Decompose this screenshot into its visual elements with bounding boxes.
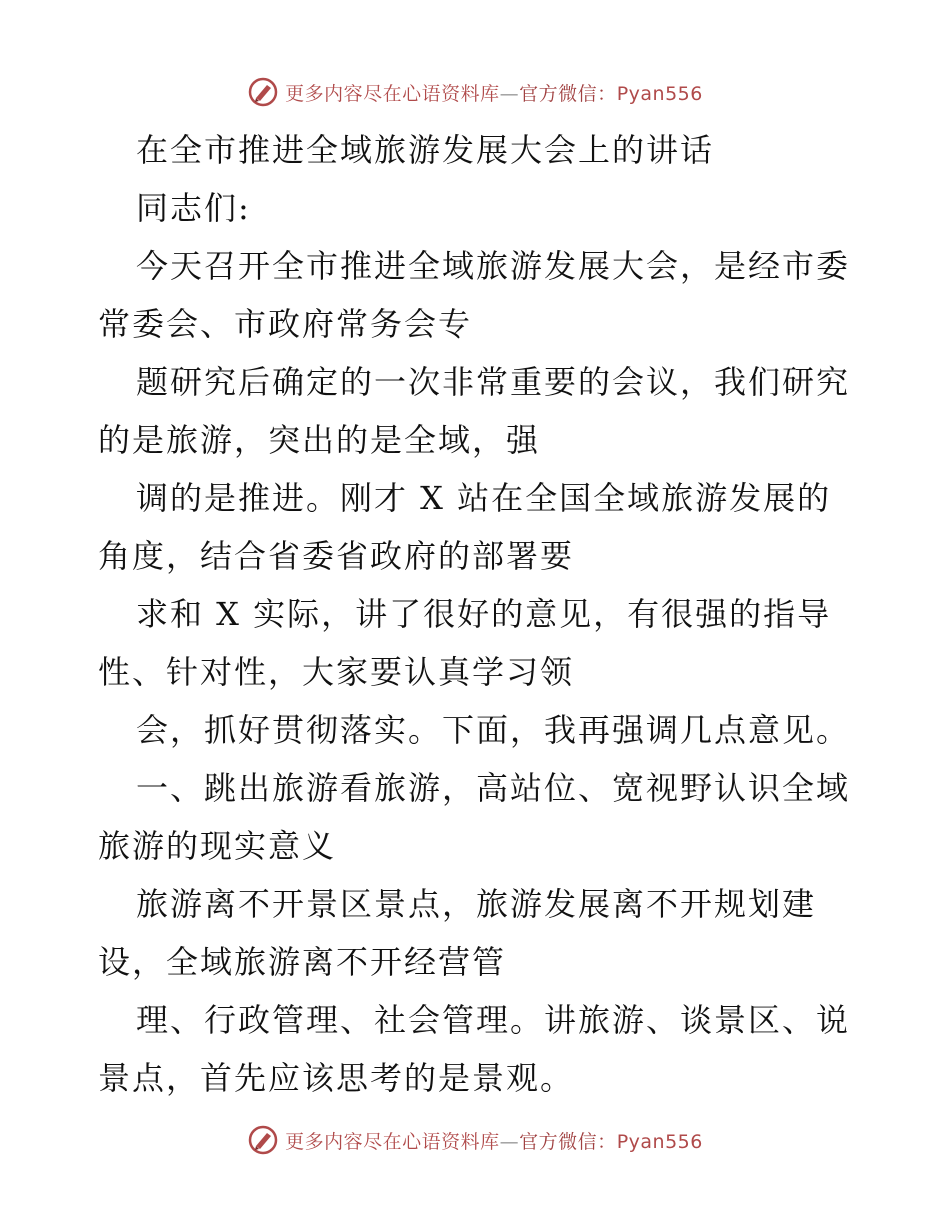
paragraph-line: 会，抓好贯彻落实。下面，我再强调几点意见。	[136, 711, 851, 749]
watermark-separator: —	[499, 82, 520, 105]
pen-seal-icon	[247, 76, 279, 108]
header-watermark	[0, 72, 950, 112]
watermark-wechat-label: 官方微信：	[519, 82, 617, 105]
paragraph-line: 角度，结合省委省政府的部署要	[98, 537, 575, 575]
watermark-wechat-id: Pyan556	[616, 82, 703, 105]
salutation: 同志们:	[136, 189, 251, 227]
pen-seal-icon	[247, 1124, 279, 1156]
paragraph-line: 的是旅游，突出的是全域，强	[98, 421, 541, 459]
watermark-wechat-label: 官方微信：	[519, 1130, 617, 1153]
watermark-site: 更多内容尽在心语资料库	[285, 82, 500, 105]
watermark-text	[285, 1127, 703, 1154]
watermark-wechat-id: Pyan556	[616, 1130, 703, 1153]
paragraph-line: 旅游离不开景区景点，旅游发展离不开规划建	[136, 885, 817, 923]
paragraph-line: 求和 X 实际，讲了很好的意见，有很强的指导	[136, 595, 832, 633]
paragraph-line: 调的是推进。刚才 X 站在全国全域旅游发展的	[136, 479, 832, 517]
watermark-site: 更多内容尽在心语资料库	[285, 1130, 500, 1153]
paragraph-line: 性、针对性，大家要认真学习领	[98, 653, 575, 691]
paragraph-line: 常委会、市政府常务会专	[98, 305, 473, 343]
paragraph-line: 理、行政管理、社会管理。讲旅游、谈景区、说	[136, 1001, 851, 1039]
document-title: 在全市推进全域旅游发展大会上的讲话	[136, 131, 715, 169]
paragraph-line: 题研究后确定的一次非常重要的会议，我们研究	[136, 363, 851, 401]
paragraph-line: 景点，首先应该思考的是景观。	[98, 1059, 575, 1097]
paragraph-line: 今天召开全市推进全域旅游发展大会，是经市委	[136, 247, 851, 285]
section-heading-continued: 旅游的现实意义	[98, 827, 337, 865]
paragraph-line: 设，全域旅游离不开经营管	[98, 943, 507, 981]
watermark-text	[285, 79, 703, 106]
section-heading: 一、跳出旅游看旅游，高站位、宽视野认识全域	[136, 769, 851, 807]
footer-watermark	[0, 1120, 950, 1160]
watermark-separator: —	[499, 1130, 520, 1153]
